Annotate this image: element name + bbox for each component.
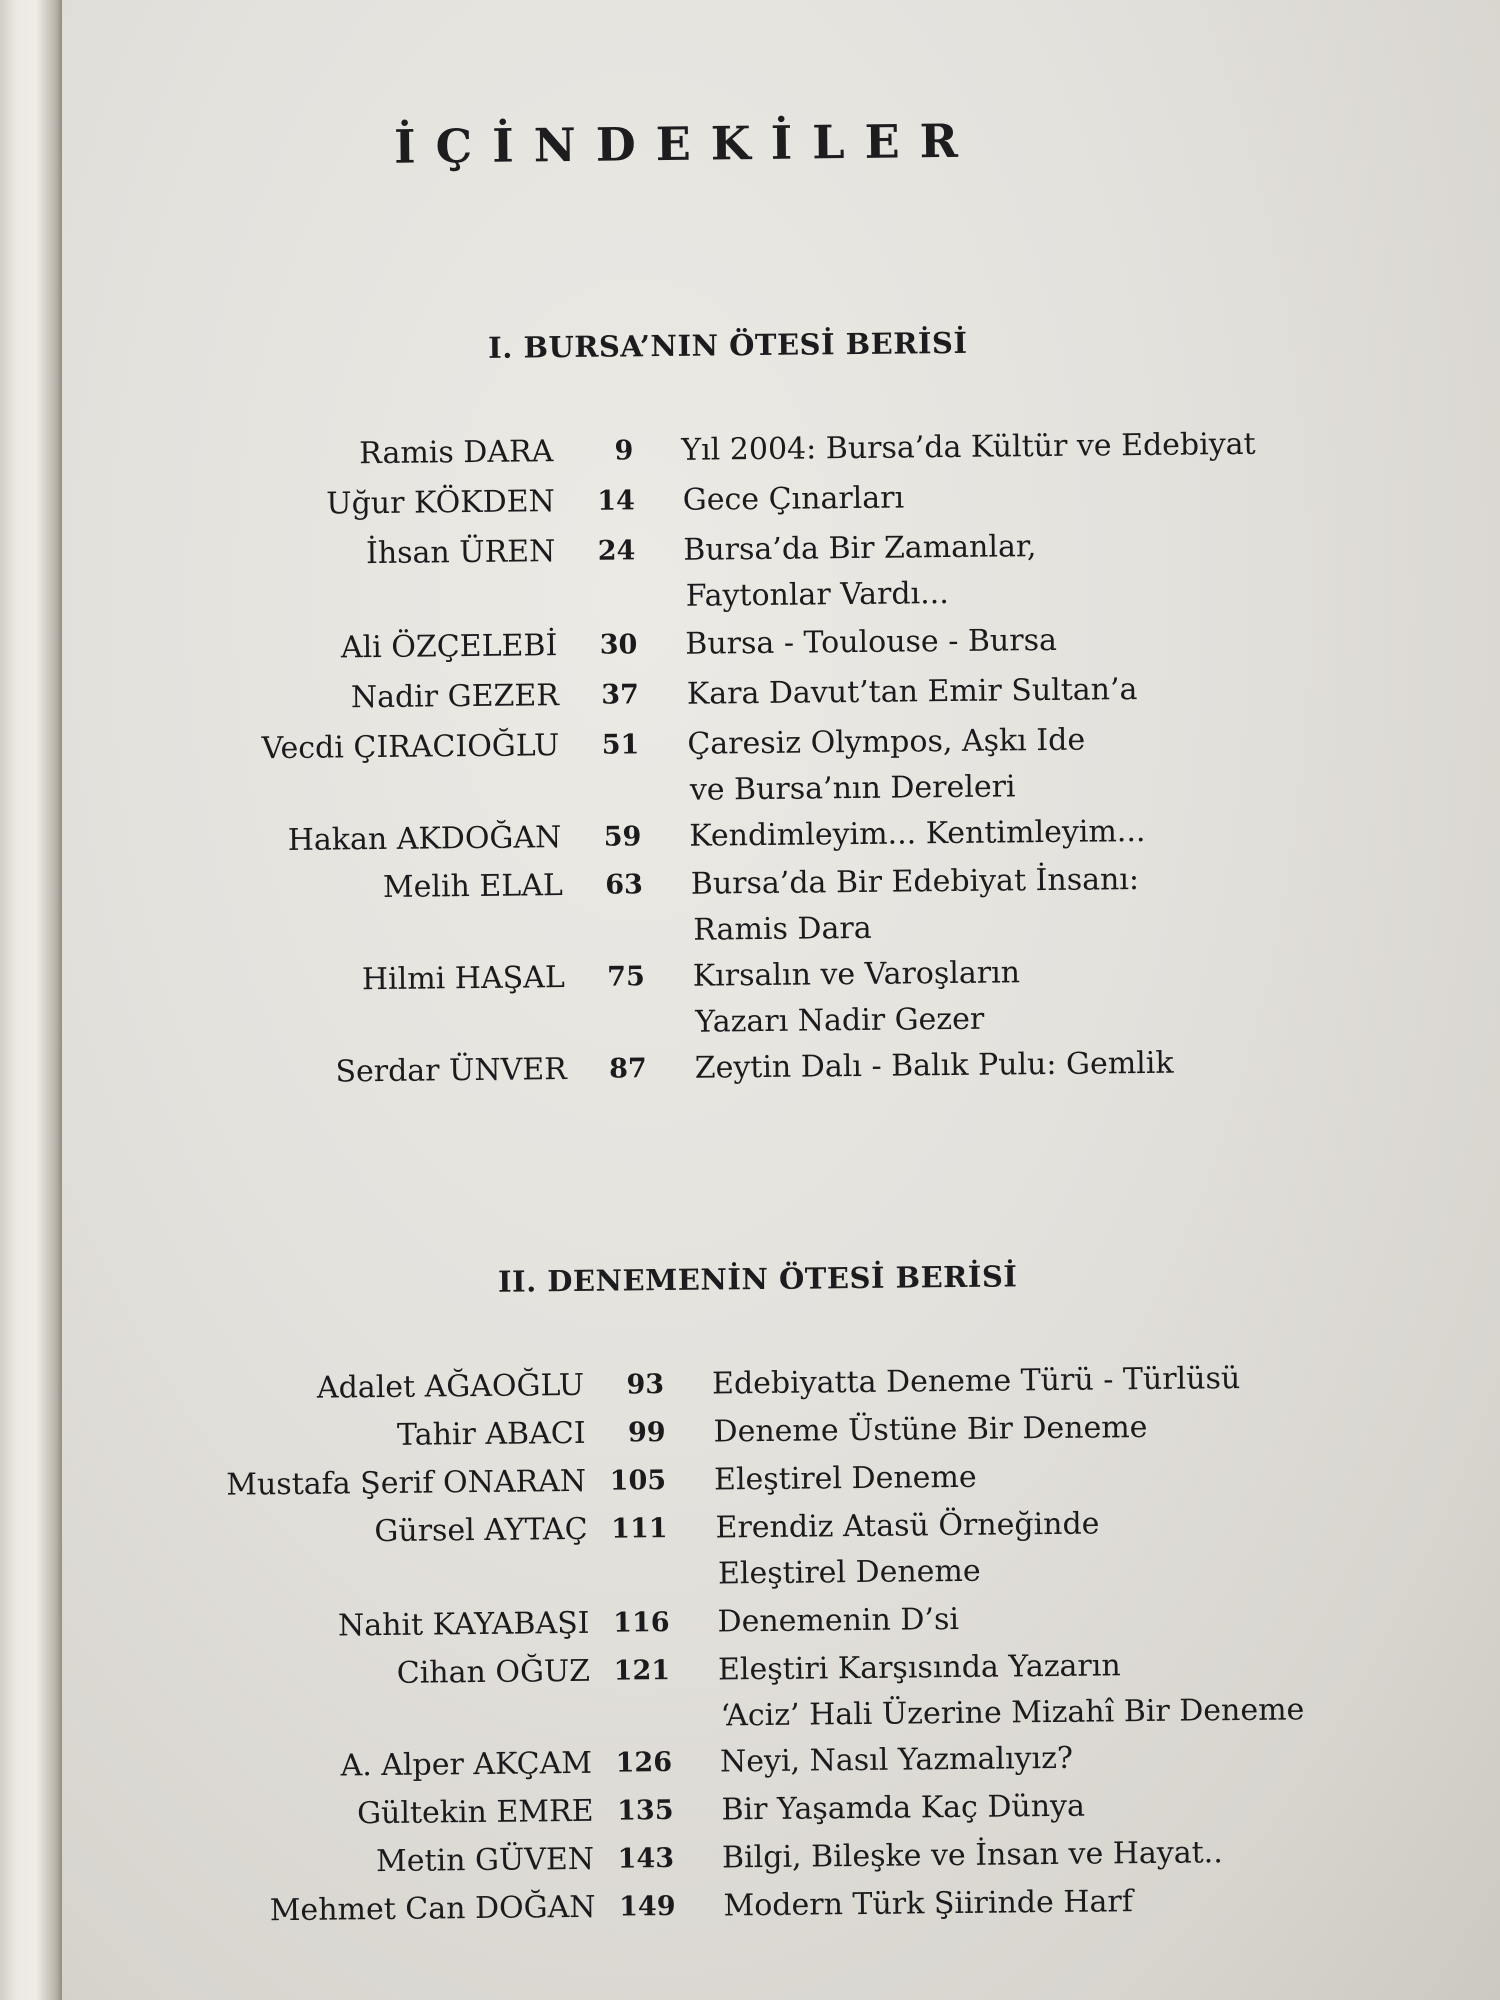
toc-entry-title: Eleştiri Karşısında Yazarın bbox=[717, 1648, 1121, 1688]
toc-entry[interactable] bbox=[72, 1877, 1472, 1936]
toc-entry-page-number: 24 bbox=[597, 535, 636, 567]
toc-entry-page-number: 87 bbox=[609, 1053, 647, 1085]
toc-entry-author: Vecdi ÇIRACIOĞLU bbox=[261, 728, 560, 767]
toc-entry-title: Bursa’da Bir Edebiyat İnsanı: bbox=[690, 862, 1140, 902]
toc-entry-author: Cihan OĞUZ bbox=[396, 1653, 591, 1691]
toc-entry-page-number: 51 bbox=[601, 729, 640, 761]
toc-entry-author: Ali ÖZÇELEBİ bbox=[340, 628, 558, 666]
toc-entry-author: Adalet AĞAOĞLU bbox=[316, 1367, 585, 1406]
toc-entry[interactable] bbox=[62, 855, 1462, 948]
toc-entry-author: Nahit KAYABAŞI bbox=[337, 1605, 590, 1644]
toc-entry-page-number: 63 bbox=[605, 869, 643, 901]
toc-entry-author: İhsan ÜREN bbox=[365, 534, 556, 572]
toc-entry-author: Gürsel AYTAÇ bbox=[374, 1511, 588, 1550]
toc-entry[interactable] bbox=[70, 1641, 1470, 1734]
toc-entry-author: Gültekin EMRE bbox=[356, 1793, 594, 1832]
toc-entry-title: Deneme Üstüne Bir Deneme bbox=[713, 1409, 1148, 1450]
toc-entry-page-number: 75 bbox=[607, 961, 645, 993]
toc-entry-page-number: 105 bbox=[609, 1465, 667, 1497]
toc-entry-title: Edebiyatta Deneme Türü - Türlüsü bbox=[711, 1361, 1241, 1402]
toc-entry-author: Hakan AKDOĞAN bbox=[287, 820, 562, 858]
toc-entry-title: Kara Davut’tan Emir Sultan’a bbox=[686, 672, 1138, 712]
toc-entry-title: Yıl 2004: Bursa’da Kültür ve Edebiyat bbox=[681, 426, 1256, 468]
toc-entry-author: Mustafa Şerif ONARAN bbox=[226, 1463, 587, 1503]
toc-entry-author: Tahir ABACI bbox=[396, 1415, 586, 1453]
toc-entry-author: Hilmi HAŞAL bbox=[361, 960, 565, 998]
toc-entry-title: Erendiz Atasü Örneğinde bbox=[715, 1506, 1100, 1546]
toc-entry-page-number: 14 bbox=[597, 485, 635, 517]
toc-entry[interactable] bbox=[60, 665, 1460, 724]
section-heading: I. BURSA’NIN ÖTESİ BERİSİ bbox=[488, 325, 968, 365]
toc-entry-title: Kendimleyim... Kentimleyim... bbox=[689, 813, 1146, 854]
toc-entry-title-continuation: Faytonlar Vardı... bbox=[685, 576, 949, 614]
toc-entry-page-number: 135 bbox=[616, 1794, 674, 1827]
section-heading: II. DENEMENİN ÖTESİ BERİSİ bbox=[497, 1259, 1018, 1299]
toc-entry-page-number: 9 bbox=[614, 435, 634, 467]
toc-entry-title: Eleştirel Deneme bbox=[713, 1459, 977, 1498]
table-of-contents bbox=[53, 0, 1500, 2000]
page-title: İÇİNDEKİLER bbox=[393, 113, 979, 174]
toc-entry-title-continuation: Ramis Dara bbox=[693, 910, 872, 948]
toc-entry-page-number: 116 bbox=[613, 1607, 670, 1639]
toc-entry[interactable] bbox=[63, 947, 1463, 1040]
toc-entry-page-number: 99 bbox=[627, 1417, 666, 1449]
toc-entry[interactable] bbox=[58, 471, 1458, 530]
toc-entry-title: Neyi, Nasıl Yazmalıyız? bbox=[719, 1740, 1074, 1780]
toc-entry-title-continuation: Eleştirel Deneme bbox=[717, 1553, 981, 1592]
toc-entry-page-number: 30 bbox=[599, 629, 638, 661]
toc-entry-title: Bilgi, Bileşke ve İnsan ve Hayat.. bbox=[721, 1835, 1223, 1876]
toc-entry-title-continuation: Yazarı Nadir Gezer bbox=[695, 1001, 985, 1040]
toc-entry-author: A. Alper AKÇAM bbox=[340, 1745, 593, 1784]
toc-entry-author: Serdar ÜNVER bbox=[335, 1052, 567, 1090]
toc-entry-title: Zeytin Dalı - Balık Pulu: Gemlik bbox=[694, 1045, 1174, 1086]
book-page bbox=[62, 0, 1500, 2000]
toc-entry-title-continuation: ‘Aciz’ Hali Üzerine Mizahî Bir Deneme bbox=[720, 1692, 1305, 1734]
toc-entry-page-number: 143 bbox=[617, 1842, 675, 1875]
toc-entry-page-number: 59 bbox=[603, 821, 642, 853]
toc-entry-title: Kırsalın ve Varoşların bbox=[692, 955, 1021, 994]
toc-entry-title: Bursa’da Bir Zamanlar, bbox=[683, 529, 1037, 568]
toc-entry-author: Nadir GEZER bbox=[350, 678, 560, 716]
toc-entry-page-number: 121 bbox=[613, 1655, 671, 1687]
toc-entry[interactable] bbox=[60, 715, 1460, 808]
toc-entry-page-number: 37 bbox=[601, 679, 640, 711]
toc-entry[interactable] bbox=[57, 421, 1457, 480]
toc-entry-author: Ramis DARA bbox=[359, 434, 554, 472]
toc-entry[interactable] bbox=[58, 521, 1458, 614]
toc-entry-page-number: 149 bbox=[619, 1890, 676, 1923]
toc-entry-title: Denemenin D’si bbox=[717, 1601, 960, 1640]
toc-entry[interactable] bbox=[59, 615, 1459, 674]
toc-entry-page-number: 111 bbox=[611, 1513, 668, 1545]
toc-entry-title: Modern Türk Şiirinde Harf bbox=[723, 1884, 1134, 1924]
toc-entry-page-number: 126 bbox=[615, 1746, 673, 1779]
toc-entry-title: Bursa - Toulouse - Bursa bbox=[685, 622, 1058, 662]
toc-entry-title-continuation: ve Bursa’nın Dereleri bbox=[689, 769, 1016, 808]
toc-entry-title: Çaresiz Olympos, Aşkı Ide bbox=[687, 722, 1086, 762]
toc-entry-page-number: 93 bbox=[626, 1369, 665, 1401]
toc-entry[interactable] bbox=[68, 1499, 1468, 1592]
toc-entry-author: Melih ELAL bbox=[382, 868, 564, 905]
toc-entry-author: Mehmet Can DOĞAN bbox=[269, 1889, 596, 1929]
toc-entry-title: Bir Yaşamda Kaç Dünya bbox=[721, 1788, 1086, 1828]
toc-entry-author: Metin GÜVEN bbox=[375, 1841, 595, 1880]
toc-entry-title: Gece Çınarları bbox=[682, 480, 905, 518]
toc-entry[interactable] bbox=[64, 1039, 1464, 1098]
toc-entry-author: Uğur KÖKDEN bbox=[326, 484, 556, 522]
